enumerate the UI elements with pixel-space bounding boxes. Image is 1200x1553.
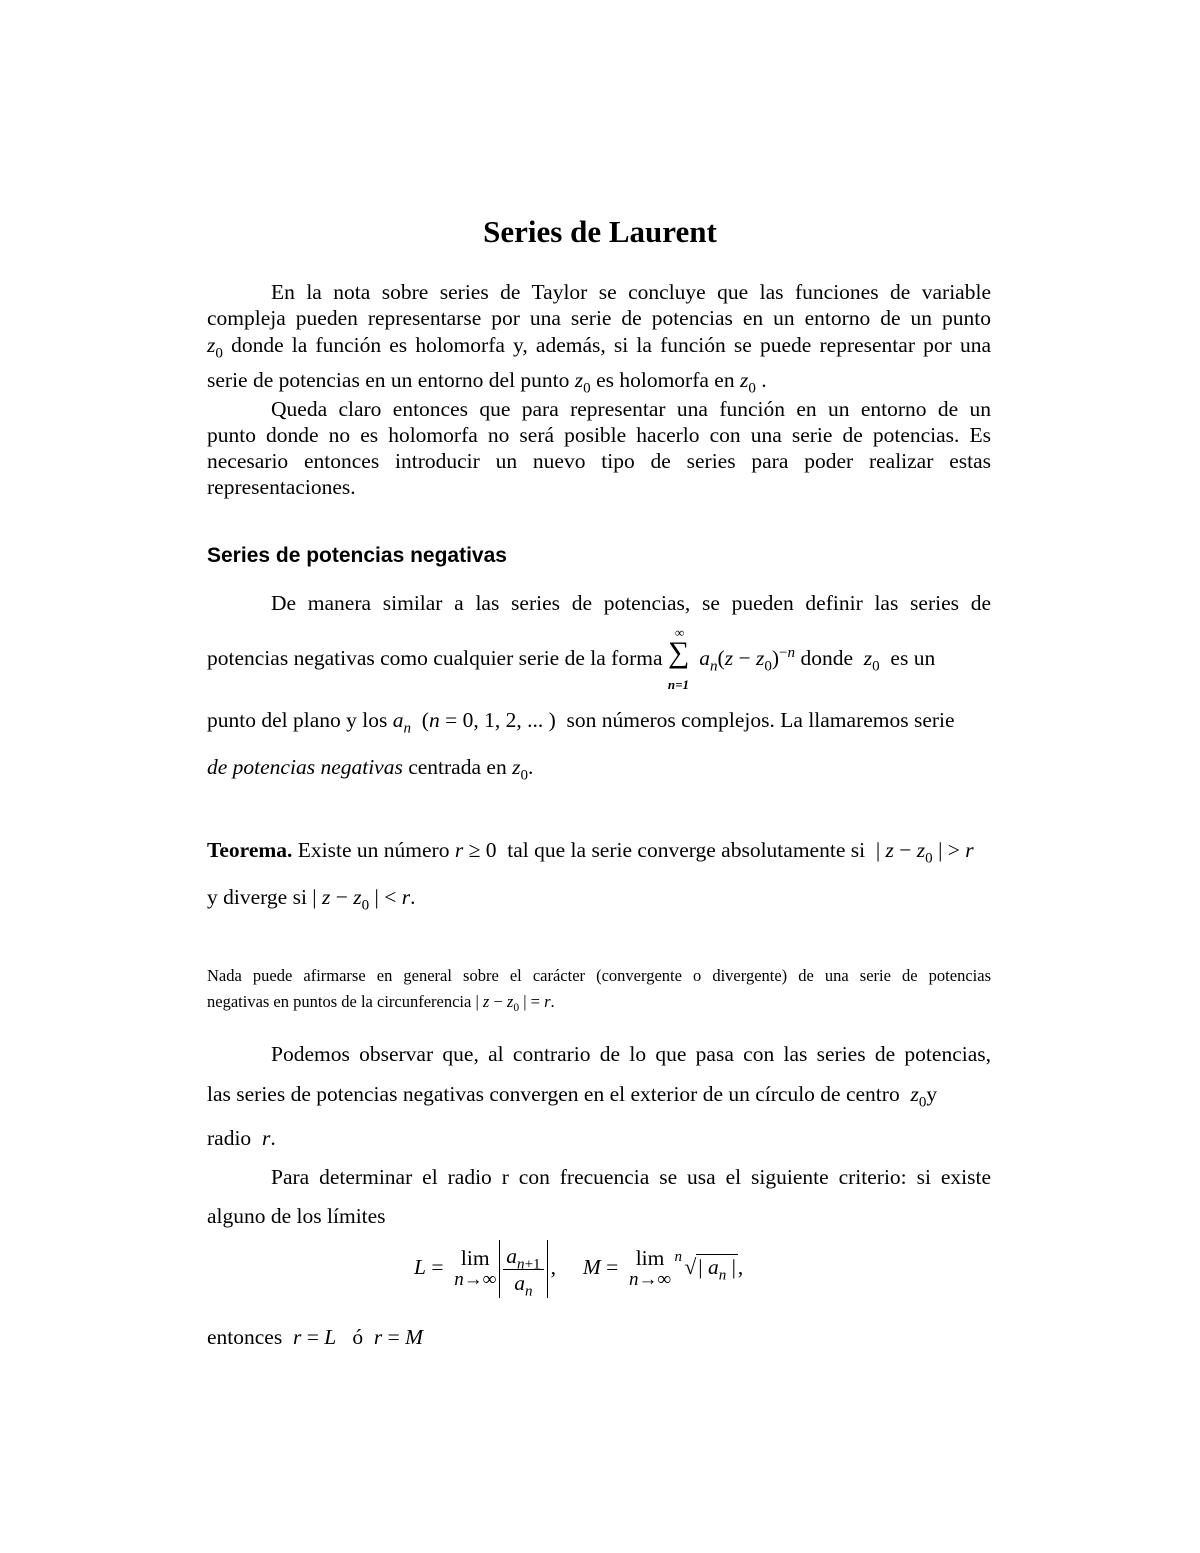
intro-line: serie de potencias en un entorno del punto $z_0$ es holomorfa en $z_0$ . [207, 368, 767, 397]
intro-line: $z_0$ donde la función es holomorfa y, además, si la función se puede representar por una [207, 333, 991, 362]
intro-line: representaciones. [207, 475, 356, 499]
section-heading: Series de potencias negativas [207, 544, 507, 567]
definition-line: de potencias negativas centrada en $z_0$. [207, 755, 534, 784]
theorem-line: y diverge si | $z - z_0$ | < r. [207, 885, 416, 914]
theorem-label: Teorema. [207, 838, 293, 862]
observation-line: radio r. [207, 1126, 276, 1150]
limits-formula: L = lim n→∞ $\frac{a_{n+1}}{a_n}$ , M = lim n→∞ n √| $a_n$ |, [414, 1240, 743, 1298]
definition-line: De manera similar a las series de potencias, se pueden definir las series de [271, 591, 991, 615]
observation-line: Podemos observar que, al contrario de lo que pasa con las series de potencias, [271, 1042, 991, 1066]
theorem-line: Teorema. Existe un número r ≥ 0 tal que la serie converge absolutamente si | $z - z_0$ | > r [207, 838, 974, 867]
observation-line: las series de potencias negativas convergen en el exterior de un círculo de centro $z_0y$ [207, 1082, 938, 1111]
page-title: Series de Laurent [483, 214, 717, 249]
definition-line: punto del plano y los $a_n$ (n = 0, 1, 2, ... ) son números complejos. La llamaremos serie [207, 708, 955, 737]
summation-symbol: ∑ ∞ n=1 [667, 625, 690, 693]
intro-line: punto donde no es holomorfa no será posible hacerlo con una serie de potencias. Es [207, 423, 991, 447]
criterion-line: Para determinar el radio r con frecuencia se usa el siguiente criterio: si existe [271, 1165, 991, 1189]
intro-line: En la nota sobre series de Taylor se concluye que las funciones de variable [271, 280, 991, 304]
final-line: entonces r = L ó r = M [207, 1325, 424, 1349]
criterion-line: alguno de los límites [207, 1204, 386, 1228]
note-line: negativas en puntos de la circunferencia | $z - z_0$ | = r. [207, 992, 555, 1015]
definition-line: potencias negativas como cualquier serie de la forma ∑ ∞ n=1 $a_n(z - z_0)^{-n}$ donde $z_0$ es un [207, 625, 936, 693]
intro-line: compleja pueden representarse por una serie de potencias en un entorno de un punto [207, 306, 991, 330]
intro-line: necesario entonces introducir un nuevo tipo de series para poder realizar estas [207, 449, 991, 473]
intro-line: Queda claro entonces que para representar una función en un entorno de un [271, 397, 991, 421]
note-line: Nada puede afirmarse en general sobre el carácter (convergente o divergente) de una serie de potencias [207, 966, 991, 985]
